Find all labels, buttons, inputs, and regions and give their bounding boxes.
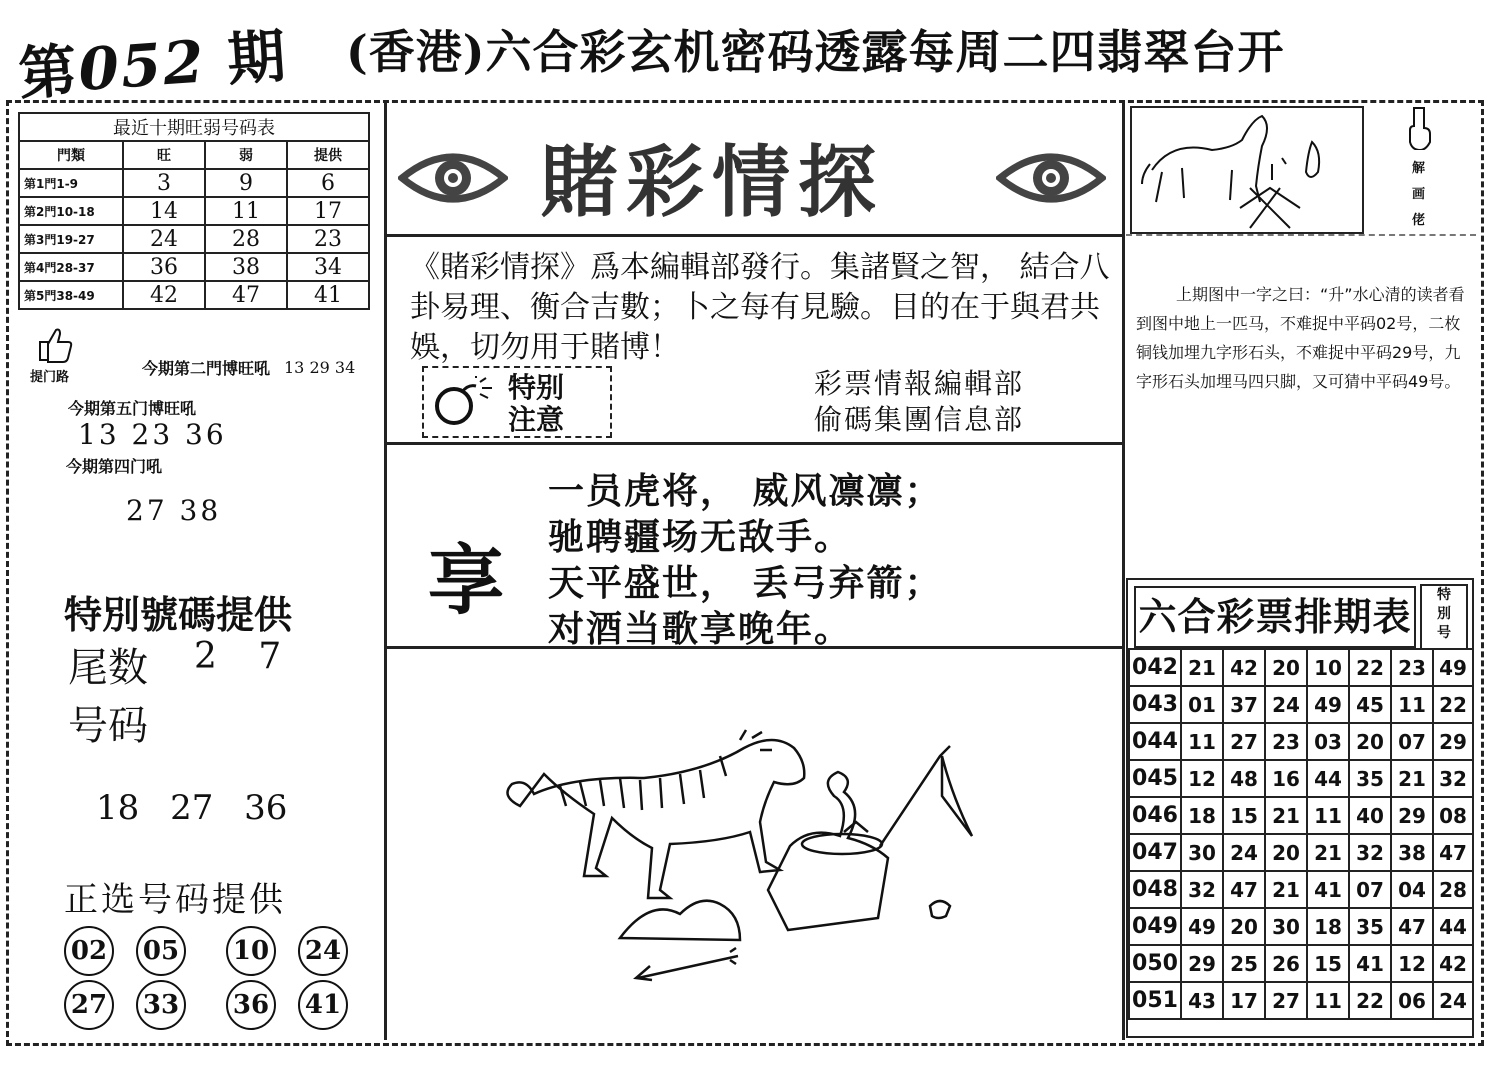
special-number-cell: 29 <box>1433 723 1473 760</box>
ruo-value: 38 <box>205 253 287 281</box>
issue-cell: 048 <box>1129 871 1181 908</box>
number-cell: 03 <box>1307 723 1349 760</box>
dept-name: 偷碼集團信息部 <box>814 403 1025 436</box>
number-cell: 07 <box>1391 723 1433 760</box>
table-row <box>19 253 369 281</box>
number-cell: 18 <box>1181 797 1223 834</box>
hint-label: 提门路 <box>30 370 70 385</box>
poem <box>548 468 943 652</box>
number-cell: 29 <box>1181 945 1223 982</box>
number-cell: 47 <box>1391 908 1433 945</box>
special-number-cell: 32 <box>1433 760 1473 797</box>
recent-table-caption: 最近十期旺弱号码表 <box>19 113 369 141</box>
table-row <box>1129 871 1473 908</box>
col-header-ruo: 弱 <box>205 141 287 169</box>
table-row <box>1129 649 1473 686</box>
poem-line: 驰聘疆场无敌手。 <box>548 516 853 558</box>
table-row <box>1129 945 1473 982</box>
number-cell: 10 <box>1307 649 1349 686</box>
poem-answer-char: 享 <box>428 536 504 625</box>
number-cell: 49 <box>1181 908 1223 945</box>
puzzle-label-char: 解 <box>1412 161 1426 176</box>
wang-value: 14 <box>123 197 205 225</box>
tail-numbers: 2 7 <box>194 636 282 677</box>
number-cell: 20 <box>1265 834 1307 871</box>
number-cell: 47 <box>1223 871 1265 908</box>
number-cell: 11 <box>1391 686 1433 723</box>
number-cell: 23 <box>1391 649 1433 686</box>
number-cell: 35 <box>1349 760 1391 797</box>
code-label: 号码 <box>68 703 148 749</box>
tail-label: 尾数 <box>68 645 148 691</box>
table-row <box>1129 797 1473 834</box>
table-row <box>1129 723 1473 760</box>
special-label-char: 号 <box>1437 625 1451 641</box>
door-label: 第2門10-18 <box>19 197 123 225</box>
number-cell: 25 <box>1223 945 1265 982</box>
number-cell: 21 <box>1181 649 1223 686</box>
number-cell: 38 <box>1391 834 1433 871</box>
door-label: 第5門38-49 <box>19 281 123 309</box>
wang-value: 36 <box>123 253 205 281</box>
selected-number: 36 <box>226 980 276 1030</box>
tigong-value: 34 <box>287 253 369 281</box>
door2-numbers: 13 29 34 <box>284 358 356 377</box>
number-cell: 12 <box>1391 945 1433 982</box>
number-cell: 11 <box>1307 797 1349 834</box>
door5-numbers: 13 23 36 <box>78 418 227 451</box>
special-number-cell: 24 <box>1433 982 1473 1019</box>
dept-name: 彩票情報編輯部 <box>814 367 1025 400</box>
table-row <box>19 197 369 225</box>
divider <box>384 234 1122 237</box>
special-number-cell: 44 <box>1433 908 1473 945</box>
divider <box>384 646 1122 649</box>
poem-line: 天平盛世， 丢弓弃箭； <box>548 562 943 604</box>
number-cell: 32 <box>1349 834 1391 871</box>
number-cell: 49 <box>1307 686 1349 723</box>
horse-illustration <box>1132 108 1362 232</box>
number-cell: 30 <box>1265 908 1307 945</box>
ruo-value: 9 <box>205 169 287 197</box>
issue-cell: 050 <box>1129 945 1181 982</box>
riddle-answer-text: 上期图中一字之曰：“升”水心清的读者看到图中地上一匹马，不难捉中平码02号，二枚铜钱加埋九字形石头，不难捉中平码29号，九字形石头加埋马四只脚，又可猜中平码49号。 <box>1136 285 1465 391</box>
number-cell: 11 <box>1307 982 1349 1019</box>
number-cell: 22 <box>1349 982 1391 1019</box>
number-cell: 15 <box>1307 945 1349 982</box>
puzzle-picture-box <box>1130 106 1364 234</box>
number-cell: 41 <box>1307 871 1349 908</box>
number-cell: 41 <box>1349 945 1391 982</box>
divider <box>384 442 1122 445</box>
thumbs-up-icon <box>34 324 74 364</box>
number-cell: 21 <box>1307 834 1349 871</box>
issue-cell: 051 <box>1129 982 1181 1019</box>
table-row <box>1129 834 1473 871</box>
number-cell: 07 <box>1349 871 1391 908</box>
draw-schedule-table <box>1128 648 1474 1020</box>
issue-cell: 045 <box>1129 760 1181 797</box>
number-cell: 30 <box>1181 834 1223 871</box>
puzzle-label-char: 佬 <box>1412 213 1426 228</box>
door-label: 第4門28-37 <box>19 253 123 281</box>
ruo-value: 28 <box>205 225 287 253</box>
door4-label: 今期第四门吼 <box>66 457 163 476</box>
table-row <box>1129 760 1473 797</box>
door-label: 第3門19-27 <box>19 225 123 253</box>
tigong-value: 6 <box>287 169 369 197</box>
issue-prefix: 第 <box>16 36 81 109</box>
special-number-cell: 28 <box>1433 871 1473 908</box>
tiger-illustration <box>490 716 1000 986</box>
number-cell: 24 <box>1223 834 1265 871</box>
tigong-value: 23 <box>287 225 369 253</box>
number-cell: 11 <box>1181 723 1223 760</box>
number-cell: 43 <box>1181 982 1223 1019</box>
issue-suffix: 期 <box>225 21 290 94</box>
selected-number: 33 <box>136 980 186 1030</box>
special-number-cell: 49 <box>1433 649 1473 686</box>
eye-icon <box>996 146 1106 210</box>
selected-number: 10 <box>226 926 276 976</box>
issue-cell: 046 <box>1129 797 1181 834</box>
issue-cell: 042 <box>1129 649 1181 686</box>
number-cell: 17 <box>1223 982 1265 1019</box>
table-row <box>19 169 369 197</box>
number-cell: 04 <box>1391 871 1433 908</box>
number-cell: 20 <box>1223 908 1265 945</box>
wang-value: 3 <box>123 169 205 197</box>
issue-cell: 044 <box>1129 723 1181 760</box>
issue-cell: 049 <box>1129 908 1181 945</box>
schedule-special-label <box>1420 584 1468 650</box>
divider <box>1126 234 1476 236</box>
col-header-wang: 旺 <box>123 141 205 169</box>
col-header-tigong: 提供 <box>287 141 369 169</box>
number-cell: 26 <box>1265 945 1307 982</box>
door4-numbers: 27 38 <box>126 494 222 527</box>
number-cell: 16 <box>1265 760 1307 797</box>
tigong-value: 41 <box>287 281 369 309</box>
number-cell: 06 <box>1391 982 1433 1019</box>
issue-cell: 043 <box>1129 686 1181 723</box>
number-cell: 15 <box>1223 797 1265 834</box>
notice-text <box>508 372 564 436</box>
table-row <box>19 281 369 309</box>
special-label-char: 特 <box>1437 587 1451 603</box>
poem-line: 一员虎将， 威风凛凛； <box>548 470 943 512</box>
selected-number: 05 <box>136 926 186 976</box>
door-label: 第1門1-9 <box>19 169 123 197</box>
table-row <box>1129 908 1473 945</box>
bomb-icon <box>432 376 498 428</box>
wang-value: 24 <box>123 225 205 253</box>
door2-label: 今期第二門博旺吼 <box>142 359 271 378</box>
number-cell: 23 <box>1265 723 1307 760</box>
door5-label: 今期第五门博旺吼 <box>68 399 197 418</box>
special-number-cell: 22 <box>1433 686 1473 723</box>
number-cell: 21 <box>1265 871 1307 908</box>
selected-number: 27 <box>64 980 114 1030</box>
issue-number <box>15 9 290 112</box>
number-cell: 29 <box>1391 797 1433 834</box>
selected-number: 02 <box>64 926 114 976</box>
notice-line: 特别 <box>508 371 565 404</box>
number-cell: 01 <box>1181 686 1223 723</box>
eye-icon <box>398 146 508 210</box>
tigong-value: 17 <box>287 197 369 225</box>
number-cell: 20 <box>1265 649 1307 686</box>
ruo-value: 11 <box>205 197 287 225</box>
special-number-cell: 47 <box>1433 834 1473 871</box>
divider-left <box>384 100 387 1040</box>
selected-number: 41 <box>298 980 348 1030</box>
number-cell: 32 <box>1181 871 1223 908</box>
puzzle-label <box>1412 156 1425 234</box>
wang-value: 42 <box>123 281 205 309</box>
number-cell: 21 <box>1391 760 1433 797</box>
recent-numbers-table <box>18 112 370 310</box>
special-label-char: 別 <box>1437 606 1451 622</box>
intro-text: 《賭彩情探》爲本編輯部發行。集諸賢之智， 結合八卦易理、衡合吉數；卜之每有見驗。目的在于與君共娛，切勿用于賭博！ <box>410 250 1110 365</box>
divider-right <box>1122 100 1125 1040</box>
code-numbers: 18 27 36 <box>96 788 288 828</box>
number-cell: 12 <box>1181 760 1223 797</box>
issue-digits: 052 <box>76 27 208 105</box>
table-row <box>1129 982 1473 1019</box>
number-cell: 48 <box>1223 760 1265 797</box>
number-cell: 27 <box>1265 982 1307 1019</box>
puzzle-label-char: 画 <box>1412 187 1426 202</box>
page-title: (香港)六合彩玄机密码透露每周二四翡翠台开 <box>346 25 1285 79</box>
selected-number: 24 <box>298 926 348 976</box>
special-title: 特別號碼提供 <box>64 593 293 637</box>
number-cell: 22 <box>1349 649 1391 686</box>
table-row <box>1129 686 1473 723</box>
number-cell: 35 <box>1349 908 1391 945</box>
number-cell: 42 <box>1223 649 1265 686</box>
selected-title: 正选号码提供 <box>64 880 286 920</box>
number-cell: 24 <box>1265 686 1307 723</box>
col-header-door: 門類 <box>19 141 123 169</box>
pointing-hand-icon <box>1406 104 1436 150</box>
number-cell: 45 <box>1349 686 1391 723</box>
number-cell: 21 <box>1265 797 1307 834</box>
poem-line: 对酒当歌享晚年。 <box>548 608 853 650</box>
table-row <box>19 225 369 253</box>
number-cell: 44 <box>1307 760 1349 797</box>
number-cell: 20 <box>1349 723 1391 760</box>
number-cell: 37 <box>1223 686 1265 723</box>
special-number-cell: 08 <box>1433 797 1473 834</box>
issue-cell: 047 <box>1129 834 1181 871</box>
number-cell: 40 <box>1349 797 1391 834</box>
number-cell: 18 <box>1307 908 1349 945</box>
special-number-cell: 42 <box>1433 945 1473 982</box>
magazine-title: 賭彩情探 <box>540 137 885 228</box>
notice-line: 注意 <box>508 403 565 436</box>
number-cell: 27 <box>1223 723 1265 760</box>
schedule-title: 六合彩票排期表 <box>1134 586 1416 648</box>
ruo-value: 47 <box>205 281 287 309</box>
